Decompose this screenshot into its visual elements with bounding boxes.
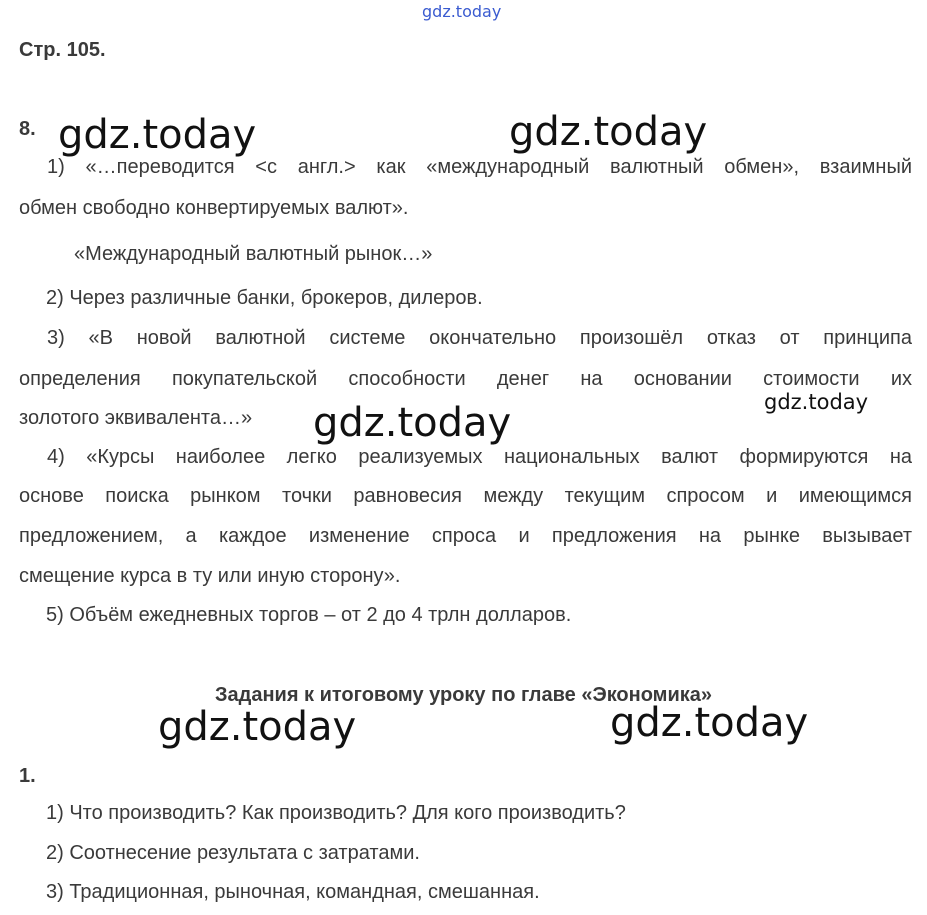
page-number: Стр. 105. bbox=[19, 39, 106, 61]
task-8-item-4-line-2: основе поиска рынком точки равновесия между текущим спросом и имеющимся bbox=[19, 485, 912, 507]
task-8-item-1-line-3: «Международный валютный рынок…» bbox=[74, 243, 433, 265]
watermark-4: gdz.today bbox=[313, 400, 512, 446]
task-8-item-1-line-2: обмен свободно конвертируемых валют». bbox=[19, 197, 409, 219]
task-8-item-3-line-3: золотого эквивалента…» bbox=[19, 407, 253, 429]
task-8-item-1-line-1: 1) «…переводится <с англ.> как «международный валютный обмен», взаимный bbox=[47, 156, 912, 178]
task-8-item-5: 5) Объём ежедневных торгов – от 2 до 4 трлн долларов. bbox=[46, 604, 572, 626]
task-8-number: 8. bbox=[19, 118, 36, 140]
watermark-6: gdz.today bbox=[610, 700, 809, 746]
task-8-item-3-line-2: определения покупательской способности денег на основании стоимости их bbox=[19, 368, 912, 390]
task-8-item-4-line-1: 4) «Курсы наиболее легко реализуемых национальных валют формируются на bbox=[47, 446, 912, 468]
task-1-item-2: 2) Соотнесение результата с затратами. bbox=[46, 842, 420, 864]
task-1-number: 1. bbox=[19, 765, 36, 787]
task-8-item-3-line-1: 3) «В новой валютной системе окончательно произошёл отказ от принципа bbox=[47, 327, 912, 349]
task-1-item-3: 3) Традиционная, рыночная, командная, смешанная. bbox=[46, 881, 540, 903]
section-heading: Задания к итоговому уроку по главе «Экономика» bbox=[214, 684, 713, 706]
watermark-1: gdz.today bbox=[58, 112, 257, 158]
watermark-5: gdz.today bbox=[158, 704, 357, 750]
task-1-item-1: 1) Что производить? Как производить? Для кого производить? bbox=[46, 802, 626, 824]
task-8-item-2: 2) Через различные банки, брокеров, дилеров. bbox=[46, 287, 483, 309]
task-8-item-4-line-4: смещение курса в ту или иную сторону». bbox=[19, 565, 401, 587]
task-8-item-4-line-3: предложением, а каждое изменение спроса и предложения на рынке вызывает bbox=[19, 525, 912, 547]
watermark-3: gdz.today bbox=[764, 390, 869, 414]
watermark-2: gdz.today bbox=[509, 109, 708, 155]
watermark-top: gdz.today bbox=[422, 2, 502, 21]
